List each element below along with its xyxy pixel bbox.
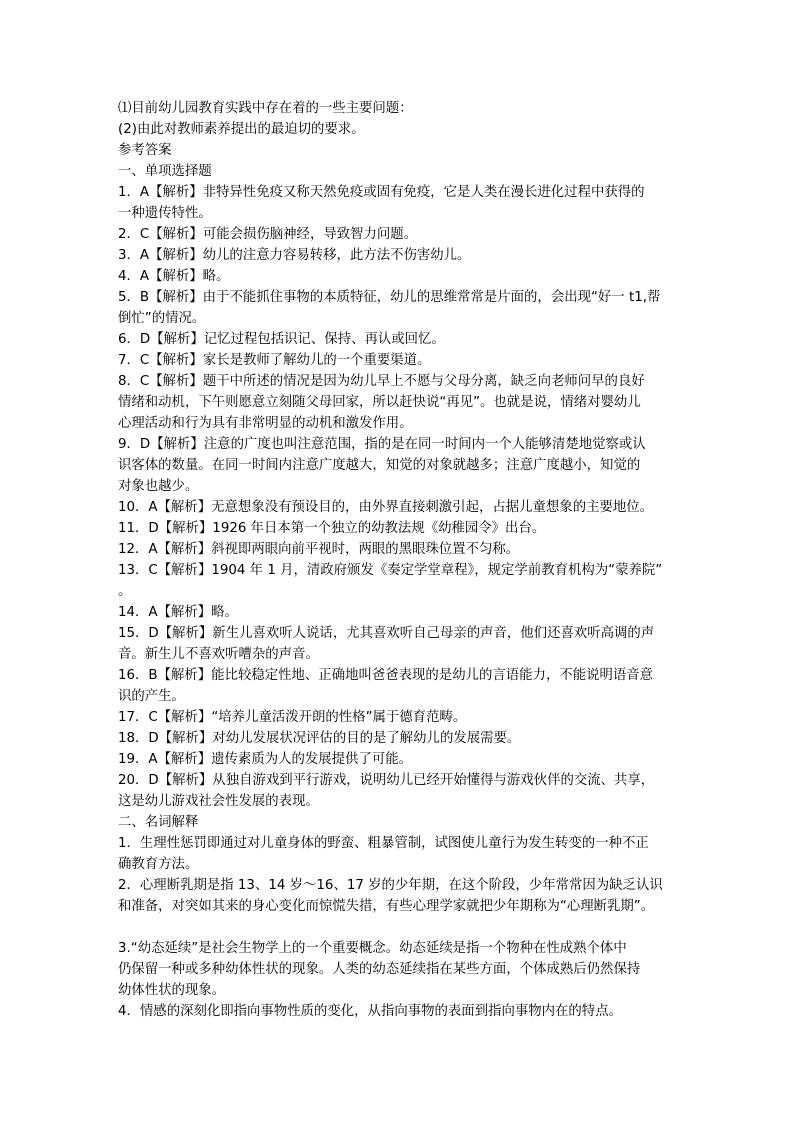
text-line: 2．C【解析】可能会损伤脑神经，导致智力问题。 <box>118 227 418 242</box>
text-line: 3.“幼态延续”是社会生物学上的一个重要概念。幼态延续是指一个物种在性成熟个体中 <box>118 941 627 956</box>
text-line: 8．C【解析】题干中所述的情况是因为幼儿早上不愿与父母分离，缺乏向老师问早的良好 <box>118 374 645 389</box>
text-line: 参考答案 <box>118 143 172 158</box>
text-line: 19．A【解析】遗传素质为人的发展提供了可能。 <box>118 752 413 767</box>
text-line: 9．D【解析】注意的广度也叫注意范围，指的是在同一时间内一个人能够清楚地觉察或认 <box>118 437 646 452</box>
text-line: 17．C【解析】“培养儿童活泼开朗的性格”属于德育范畴。 <box>118 710 467 725</box>
text-line: 1．A【解析】非特异性免疫又称天然免疫或固有免疫，它是人类在漫长进化过程中获得的 <box>118 185 645 200</box>
text-line: 14．A【解析】略。 <box>118 605 238 620</box>
text-line: 7．C【解析】家长是教师了解幼儿的一个重要渠道。 <box>118 353 431 368</box>
text-line: 18．D【解析】对幼儿发展状况评估的目的是了解幼儿的发展需要。 <box>118 731 521 746</box>
text-line: 。 <box>118 584 132 599</box>
text-line: 音。新生儿不喜欢听嘈杂的声音。 <box>118 647 319 662</box>
text-line: 识的产生。 <box>118 689 185 704</box>
text-line: 2．心理断乳期是指 13、14 岁～16、17 岁的少年期，在这个阶段，少年常常因为缺乏认识 <box>118 878 663 893</box>
text-line: 情绪和动机，下午则愿意立刻随父母回家，所以赶快说“再见”。也就是说，情绪对婴幼儿 <box>118 395 641 410</box>
text-line: 4．情感的深刻化即指向事物性质的变化，从指向事物的表面到指向事物内在的特点。 <box>118 1004 622 1019</box>
text-line: 3．A【解析】幼儿的注意力容易转移，此方法不伤害幼儿。 <box>118 248 471 263</box>
text-line: 20．D【解析】从独自游戏到平行游戏，说明幼儿已经开始懂得与游戏伙伴的交流、共享， <box>118 773 655 788</box>
text-line: 对象也越少。 <box>118 479 199 494</box>
text-line: 4．A【解析】略。 <box>118 269 230 284</box>
text-line: 10．A【解析】无意想象没有预设目的，由外界直接刺激引起，占据儿童想象的主要地位。 <box>118 500 654 515</box>
text-line: 确教育方法。 <box>118 857 199 872</box>
text-line: 二、名词解释 <box>118 815 199 830</box>
text-line: 1．生理性惩罚即通过对儿童身体的野蛮、粗暴管制，试图使儿童行为发生转变的一种不正 <box>118 836 649 851</box>
text-line: 一、单项选择题 <box>118 164 212 179</box>
text-line: 识客体的数量。在同一时间内注意广度越大，知觉的对象就越多；注意广度越小，知觉的 <box>118 458 641 473</box>
text-line: 倒忙”的情况。 <box>118 311 206 326</box>
text-line: (2)由此对教师素养提出的最迫切的要求。 <box>118 122 365 137</box>
text-line: 13．C【解析】1904 年 1 月，清政府颁发《奏定学堂章程》，规定学前教育机构为“蒙养院” <box>118 563 663 578</box>
text-line: 12．A【解析】斜视即两眼向前平视时，两眼的黑眼珠位置不匀称。 <box>118 542 520 557</box>
document-page <box>118 98 696 1022</box>
text-line: 这是幼儿游戏社会性发展的表现。 <box>118 794 319 809</box>
text-line: 11．D【解析】1926 年日本第一个独立的幼教法规《幼稚园令》出台。 <box>118 521 546 536</box>
text-line: 16．B【解析】能比较稳定性地、正确地叫爸爸表现的是幼儿的言语能力，不能说明语音意 <box>118 668 654 683</box>
text-line: 仍保留一种或多种幼体性状的现象。人类的幼态延续指在某些方面，个体成熟后仍然保持 <box>118 962 641 977</box>
blank-line <box>118 917 696 938</box>
text-line: ⑴目前幼儿园教育实践中存在着的一些主要问题： <box>118 101 413 116</box>
text-line: 和准备，对突如其来的身心变化而惊慌失措，有些心理学家就把少年期称为“心理断乳期”。 <box>118 899 655 914</box>
text-line: 5．B【解析】由于不能抓住事物的本质特征，幼儿的思维常常是片面的，会出现“好一 t1,帮 <box>118 290 661 305</box>
text-line: 心理活动和行为具有非常明显的动机和激发作用。 <box>118 416 413 431</box>
text-line: 一种遗传特性。 <box>118 206 212 221</box>
text-line: 6．D【解析】记忆过程包括识记、保持、再认或回忆。 <box>118 332 445 347</box>
text-line: 幼体性状的现象。 <box>118 983 226 998</box>
text-line: 15．D【解析】新生儿喜欢听人说话，尤其喜欢听自己母亲的声音，他们还喜欢听高调的声 <box>118 626 655 641</box>
